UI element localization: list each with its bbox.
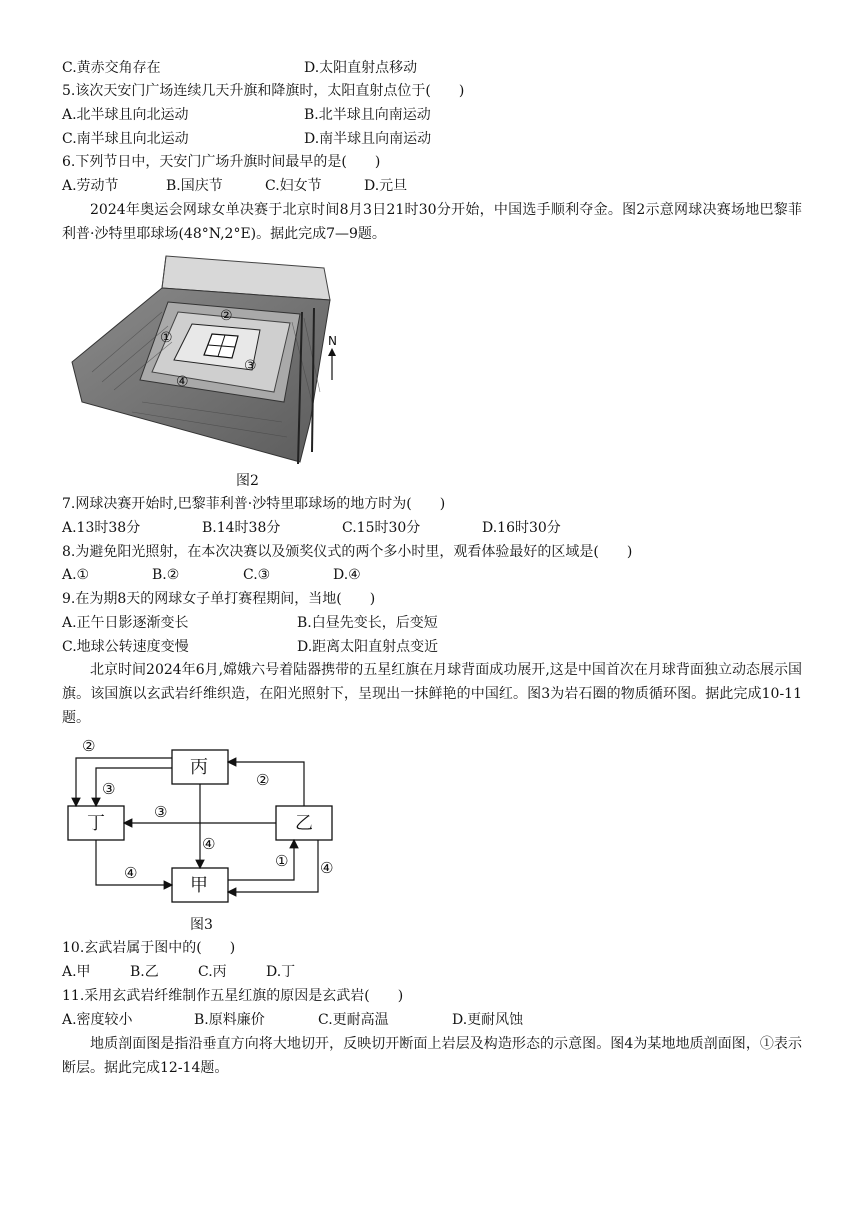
q6-option-a: A.劳动节 xyxy=(62,178,119,194)
q7-option-b: B.14时38分 xyxy=(202,520,281,536)
north-label: N xyxy=(328,334,337,348)
arrow-label-bing-ding-outer: ② xyxy=(82,737,96,755)
q7-option-d: D.16时30分 xyxy=(482,520,561,536)
intro-12-14-text: 地质剖面图是指沿垂直方向将大地切开，反映切开断面上岩层及构造形态的示意图。图4为某地地质剖面图，①表示断层。据此完成12-14题。 xyxy=(62,1036,802,1076)
q5-option-c: C.南半球且向北运动 xyxy=(62,131,189,147)
intro-12-14 xyxy=(62,1032,802,1080)
label-yi: 乙 xyxy=(295,813,313,834)
arrow-label-ding-jia: ④ xyxy=(124,864,138,882)
figure-3-caption: 图3 xyxy=(190,917,213,933)
q4-option-c: C.黄赤交角存在 xyxy=(62,60,161,76)
figure-2-caption: 图2 xyxy=(236,473,259,489)
arrow-label-yi-jia: ④ xyxy=(320,859,334,877)
intro-7-9 xyxy=(62,198,802,246)
q6-option-d: D.元旦 xyxy=(364,178,408,194)
q4-option-d: D.太阳直射点移动 xyxy=(304,60,418,76)
q5-stem: 5.该次天安门广场连续几天升旗和降旗时，太阳直射点位于( ) xyxy=(62,83,465,99)
q8-option-a: A.① xyxy=(62,567,90,583)
fig2-label-2: ② xyxy=(220,308,233,324)
arrow-label-bing-jia: ④ xyxy=(202,835,216,853)
label-jia: 甲 xyxy=(190,875,208,896)
q8-stem: 8.为避免阳光照射，在本次决赛以及颁奖仪式的两个多小时里，观看体验最好的区域是( ) xyxy=(62,544,633,560)
label-ding: 丁 xyxy=(87,813,105,834)
q6-option-b: B.国庆节 xyxy=(166,178,223,194)
q7-stem: 7.网球决赛开始时,巴黎菲利普·沙特里耶球场的地方时为( ) xyxy=(62,496,446,512)
q5-option-d: D.南半球且向南运动 xyxy=(304,131,432,147)
arrow-label-jia-yi: ① xyxy=(275,852,289,870)
q9-option-d: D.距离太阳直射点变近 xyxy=(297,639,439,655)
q11-option-b: B.原料廉价 xyxy=(194,1012,265,1028)
q10-stem: 10.玄武岩属于图中的( ) xyxy=(62,940,236,956)
figure-2-stadium xyxy=(62,252,362,467)
q5-option-b: B.北半球且向南运动 xyxy=(304,107,431,123)
fig2-label-3: ③ xyxy=(244,358,257,374)
q7-option-a: A.13时38分 xyxy=(62,520,141,536)
q7-option-c: C.15时30分 xyxy=(342,520,421,536)
q10-option-b: B.乙 xyxy=(130,964,159,980)
q8-option-d: D.④ xyxy=(333,567,361,583)
arrow-label-yi-bing: ② xyxy=(256,771,270,789)
intro-10-11 xyxy=(62,658,802,730)
q9-option-c: C.地球公转速度变慢 xyxy=(62,639,189,655)
q6-option-c: C.妇女节 xyxy=(265,178,322,194)
q6-stem: 6.下列节日中，天安门广场升旗时间最早的是( ) xyxy=(62,154,381,170)
q8-option-c: C.③ xyxy=(243,567,271,583)
q11-option-a: A.密度较小 xyxy=(62,1012,133,1028)
q5-option-a: A.北半球且向北运动 xyxy=(62,107,189,123)
label-bing: 丙 xyxy=(190,757,208,778)
q11-option-c: C.更耐高温 xyxy=(318,1012,389,1028)
intro-7-9-text: 2024年奥运会网球女单决赛于北京时间8月3日21时30分开始，中国选手顺利夺金。图2示意网球决赛场地巴黎菲利普·沙特里耶球场(48°N,2°E)。据此完成7—9题。 xyxy=(62,202,802,242)
q10-option-d: D.丁 xyxy=(266,964,296,980)
fig2-label-4: ④ xyxy=(176,374,189,390)
q11-option-d: D.更耐风蚀 xyxy=(452,1012,524,1028)
q10-option-a: A.甲 xyxy=(62,964,91,980)
figure-3-rock-cycle xyxy=(62,732,352,917)
q9-option-b: B.白昼先变长，后变短 xyxy=(297,615,438,631)
q9-option-a: A.正午日影逐渐变长 xyxy=(62,615,189,631)
fig2-label-1: ① xyxy=(160,330,173,346)
arrow-label-bing-ding-inner: ③ xyxy=(102,780,116,798)
arrow-label-yi-ding: ③ xyxy=(154,803,168,821)
q10-option-c: C.丙 xyxy=(198,964,227,980)
q9-stem: 9.在为期8天的网球女子单打赛程期间，当地( ) xyxy=(62,591,376,607)
intro-10-11-text: 北京时间2024年6月,嫦娥六号着陆器携带的五星红旗在月球背面成功展开,这是中国首次在月球背面独立动态展示国旗。该国旗以玄武岩纤维织造，在阳光照射下，呈现出一抹鲜艳的中国红。图3为岩石圈的物质循环图。据此完成10-11题。 xyxy=(62,662,802,726)
q11-stem: 11.采用玄武岩纤维制作五星红旗的原因是玄武岩( ) xyxy=(62,988,404,1004)
north-arrow-icon xyxy=(328,334,337,380)
q8-option-b: B.② xyxy=(152,567,180,583)
